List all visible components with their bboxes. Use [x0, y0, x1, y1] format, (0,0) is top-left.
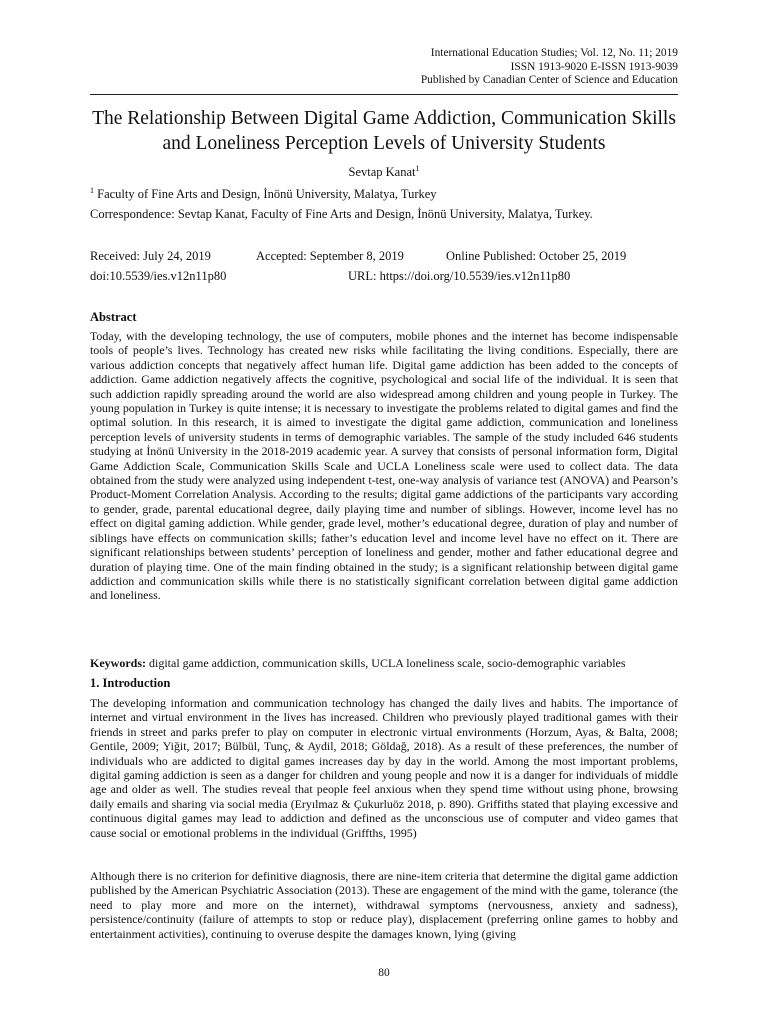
introduction-paragraph-2: Although there is no criterion for definitive diagnosis, there are nine-item criteria that determine the digital game addiction published by the American Psychiatric Association (2013). These are engagement of the mind with the game, tolerance (the need to play more and more on the internet), withdrawal symptoms (nervousness, anxiety and sadness), persistence/continuity (failure of attempts to stop or reduce play), displacement (preferring online games to hobby and entertainment activities), continuing to overuse despite the damages known, lying (giving [90, 869, 678, 941]
abstract-text: Today, with the developing technology, the use of computers, mobile phones and the internet has become indispensable tools of people’s lives. Technology has created new risks while facilitating the living conditions. Especially, there are various addiction concepts that negatively affect human life. Digital game addiction has been added to the concepts of addiction. Game addiction negatively affects the cognitive, psychological and social life of the individual. It is seen that such addiction rapidly spreading around the world are also widespread among children and young people in Turkey. The young population in Turkey is quite intense; it is necessary to investigate the problems related to digital games and find the optimal solution. In this research, it is aimed to investigate the digital game addiction, communication and loneliness perception levels of university students in terms of demographic variables. The sample of the study included 646 students studying at İnönü University in the 2018-2019 academic year. A survey that consists of personal information form, Digital Game Addiction Scale, Communication Skills Scale and UCLA Loneliness scale were used to collect data. The data obtained from the study were analyzed using independent t-test, one-way analysis of variance test (ANOVA) and Pearson’s Product-Moment Correlation Analysis. According to the results; digital game addictions of the participants vary according to gender, grade, parental educational degree, daily playing time and number of siblings. However, income level has no effect on digital gaming addiction. While gender, grade level, mother’s educational degree, duration of play and number of siblings have effects on communication skills; father’s education level and income level have no effect on it. There are significant relationships between students’ perception of loneliness and gender, mother and father educational degree and duration of playing time. One of the main finding obtained in the study; is a significant relationship between digital game addiction and communication skills while there is no statistically significant correlation between digital game addiction and loneliness. [90, 329, 678, 603]
introduction-heading: 1. Introduction [90, 676, 171, 690]
accepted-date: Accepted: September 8, 2019 [256, 249, 404, 263]
journal-header [318, 47, 678, 88]
keywords-label: Keywords: [90, 656, 146, 670]
affiliation [90, 187, 437, 201]
page-number: 80 [378, 967, 390, 979]
header-rule [90, 94, 678, 95]
correspondence: Correspondence: Sevtap Kanat, Faculty of Fine Arts and Design, İnönü University, Malatya, Turkey. [90, 207, 593, 221]
journal-issn: ISSN 1913-9020 E-ISSN 1913-9039 [510, 60, 678, 73]
journal-publisher: Published by Canadian Center of Science and Education [420, 74, 678, 86]
doi-url[interactable]: URL: https://doi.org/10.5539/ies.v12n11p80 [348, 269, 571, 283]
keywords-text: digital game addiction, communication skills, UCLA loneliness scale, socio-demographic variables [149, 656, 626, 670]
doi: doi:10.5539/ies.v12n11p80 [90, 269, 227, 283]
publication-dates [90, 249, 678, 289]
paper-title: The Relationship Between Digital Game Addiction, Communication Skills and Loneliness Perception Levels of University Students [92, 108, 676, 154]
author-line [90, 165, 678, 180]
abstract-heading: Abstract [90, 310, 137, 324]
author-name: Sevtap Kanat [348, 165, 416, 179]
published-date: Online Published: October 25, 2019 [446, 249, 627, 263]
affiliation-mark: 1 [90, 185, 94, 195]
affiliation-text: Faculty of Fine Arts and Design, İnönü University, Malatya, Turkey [97, 187, 437, 201]
received-date: Received: July 24, 2019 [90, 249, 211, 263]
keywords [90, 656, 678, 671]
author-affiliation-mark: 1 [415, 163, 420, 173]
journal-citation: International Education Studies; Vol. 12, No. 11; 2019 [430, 47, 678, 59]
introduction-paragraph-1: The developing information and communication technology has changed the daily lives and habits. The importance of internet and virtual environment in the lives has increased. Children who previously played traditional games with their friends in street and parks prefer to play on computer in electronic virtual environments (Horzum, Ayas, & Balta, 2008; Gentile, 2009; Yiğit, 2017; Bülbül, Tunç, & Aydil, 2018; Göldağ, 2018). As a result of these preferences, the number of individuals who are addicted to digital games increases day by day in the world. Among the most important problems, digital gaming addiction is seen as a danger for children and young people and now it is a danger for individuals of middle age and older as well. The studies reveal that people feel anxious when they spend time without using phone, browsing daily emails and sharing via social media (Eryılmaz & Çukurluöz 2018, p. 890). Griffiths stated that playing excessive and continuous digital games may lead to addiction and defined as the unconscious use of computer and video games that cause social or emotional problems in the individual (Griffths, 1995) [90, 696, 678, 840]
